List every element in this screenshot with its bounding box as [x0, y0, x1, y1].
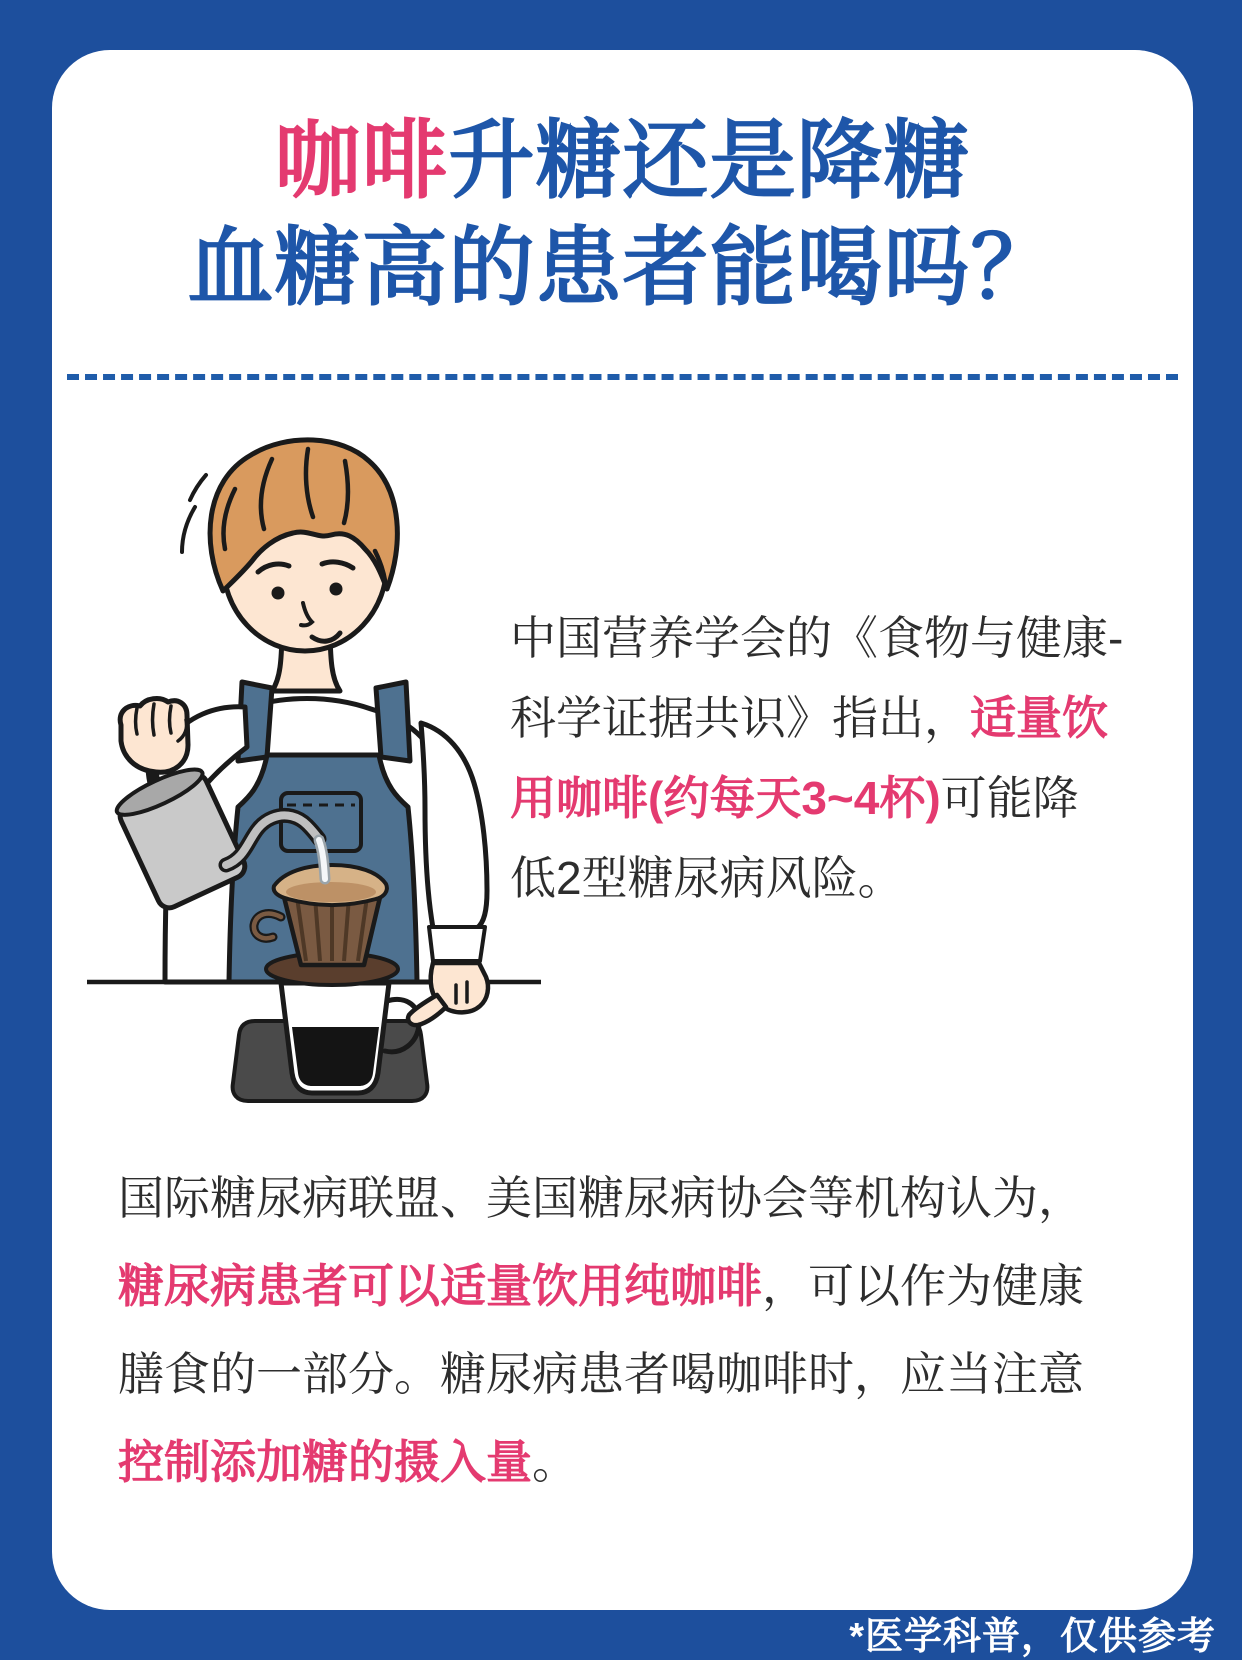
body-line: 膳食的一部分。糖尿病患者喝咖啡时，应当注意	[118, 1348, 1084, 1400]
body-line: 国际糖尿病联盟、美国糖尿病协会等机构认为，	[118, 1172, 1084, 1224]
intro-line: 中国营养学会的《食物与健康-	[510, 612, 1124, 664]
page-title	[52, 108, 1193, 322]
body-paragraph	[118, 1154, 1084, 1506]
title-highlight: 咖啡	[274, 113, 449, 209]
title-line-2: 血糖高的患者能喝吗？	[187, 220, 1058, 316]
intro-line: 用咖啡(约每天3~4杯)可能降	[510, 772, 1079, 824]
content-card	[52, 50, 1193, 1610]
motion-marks	[182, 475, 206, 552]
disclaimer-note: *医学科普，仅供参考	[849, 1615, 1216, 1658]
intro-line: 科学证据共识》指出，适量饮	[510, 692, 1108, 744]
barista-illustration	[75, 425, 545, 1115]
title-line-1: 咖啡升糖还是降糖	[274, 113, 971, 209]
intro-line: 低2型糖尿病风险。	[510, 852, 904, 904]
body-line: 控制添加糖的摄入量。	[118, 1436, 578, 1488]
sleeve-cuff	[429, 927, 485, 961]
eye-right	[330, 583, 343, 596]
brewed-coffee	[292, 1027, 379, 1086]
index-finger	[408, 995, 446, 1025]
eye-left	[272, 587, 285, 600]
dashed-divider	[67, 374, 1178, 380]
intro-paragraph	[510, 598, 1123, 918]
apron-strap-right	[376, 682, 410, 761]
sleeve-right	[421, 723, 487, 928]
body-line: 糖尿病患者可以适量饮用纯咖啡，可以作为健康	[118, 1260, 1084, 1312]
filter-inner	[286, 882, 376, 902]
